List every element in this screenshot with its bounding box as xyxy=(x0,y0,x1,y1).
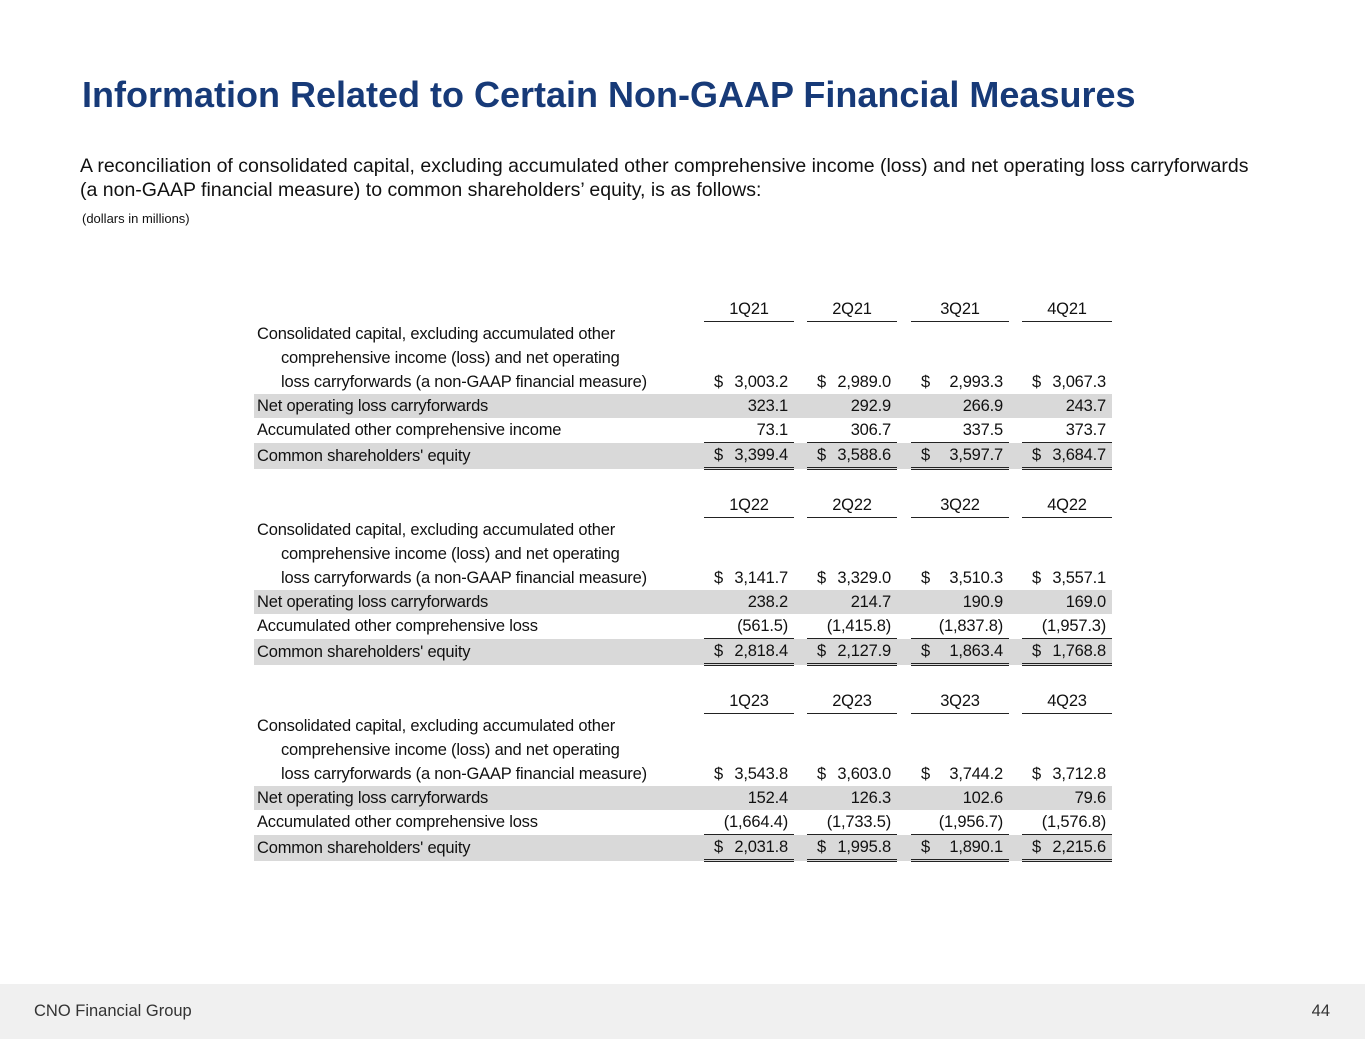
quarter-header: 2Q23 xyxy=(807,689,897,714)
amount: 3,603.0 xyxy=(837,765,891,783)
equity-row xyxy=(254,639,1112,665)
equity-value xyxy=(807,639,897,665)
amount: 1,995.8 xyxy=(837,838,891,856)
quarter-header: 4Q22 xyxy=(1022,493,1112,518)
column-gap xyxy=(1009,590,1022,614)
column-gap xyxy=(1009,493,1022,518)
aoci-row xyxy=(254,418,1112,443)
consolidated-capital-value xyxy=(704,566,794,590)
nol-value xyxy=(704,590,794,614)
column-gap xyxy=(794,689,807,714)
nol-value xyxy=(807,394,897,418)
amount: 323.1 xyxy=(747,397,788,415)
column-gap xyxy=(897,418,911,443)
column-gap xyxy=(1009,786,1022,810)
equity-value xyxy=(1022,835,1112,861)
page-number: 44 xyxy=(1311,1002,1330,1020)
amount: 306.7 xyxy=(850,421,891,439)
amount: 1,890.1 xyxy=(949,838,1003,856)
units-note: (dollars in millions) xyxy=(82,211,190,226)
amount: (561.5) xyxy=(737,617,788,635)
footer-bar xyxy=(0,984,1365,1039)
block-spacer xyxy=(254,469,1112,494)
amount: 73.1 xyxy=(756,421,788,439)
column-gap xyxy=(1009,689,1022,714)
amount: 2,993.3 xyxy=(949,373,1003,391)
row-label: comprehensive income (loss) and net operating xyxy=(281,741,620,759)
column-gap xyxy=(897,297,911,322)
column-gap xyxy=(794,418,807,443)
row-label: Net operating loss carryforwards xyxy=(254,590,704,614)
company-name: CNO Financial Group xyxy=(34,1002,192,1020)
row-label: Consolidated capital, excluding accumulated other xyxy=(257,716,616,735)
column-gap xyxy=(897,689,911,714)
column-gap xyxy=(794,835,807,861)
row-label: loss carryforwards (a non-GAAP financial measure) xyxy=(281,373,647,391)
quarter-header: 2Q22 xyxy=(807,493,897,518)
aoci-value xyxy=(911,614,1009,639)
amount: (1,576.8) xyxy=(1041,813,1106,831)
currency-symbol: $ xyxy=(714,642,723,660)
amount: 3,141.7 xyxy=(734,569,788,587)
amount: 337.5 xyxy=(962,421,1003,439)
column-gap xyxy=(1009,566,1022,590)
row-label: Accumulated other comprehensive income xyxy=(257,421,562,440)
aoci-value xyxy=(704,418,794,443)
column-gap xyxy=(897,762,911,786)
amount: 1,768.8 xyxy=(1052,642,1106,660)
amount: 3,744.2 xyxy=(949,765,1003,783)
currency-symbol: $ xyxy=(714,569,723,587)
consolidated-capital-value xyxy=(807,566,897,590)
nol-row xyxy=(254,394,1112,418)
column-gap xyxy=(1009,443,1022,469)
currency-symbol: $ xyxy=(1032,373,1041,391)
consolidated-capital-value xyxy=(807,762,897,786)
equity-value xyxy=(1022,639,1112,665)
quarter-header-row xyxy=(254,297,1112,322)
aoci-value xyxy=(807,810,897,835)
amount: 190.9 xyxy=(962,593,1003,611)
amount: (1,956.7) xyxy=(938,813,1003,831)
aoci-value xyxy=(1022,614,1112,639)
column-gap xyxy=(1009,762,1022,786)
quarter-header: 1Q21 xyxy=(704,297,794,322)
column-gap xyxy=(897,590,911,614)
amount: 126.3 xyxy=(850,789,891,807)
aoci-value xyxy=(911,810,1009,835)
nol-value xyxy=(911,394,1009,418)
aoci-value xyxy=(807,418,897,443)
amount: 3,510.3 xyxy=(949,569,1003,587)
equity-row xyxy=(254,835,1112,861)
column-gap xyxy=(794,639,807,665)
equity-value xyxy=(807,443,897,469)
column-gap xyxy=(1009,835,1022,861)
consolidated-capital-value xyxy=(911,566,1009,590)
currency-symbol: $ xyxy=(714,373,723,391)
currency-symbol: $ xyxy=(714,446,723,464)
amount: 3,597.7 xyxy=(949,446,1003,464)
amount: 3,329.0 xyxy=(837,569,891,587)
equity-value xyxy=(704,835,794,861)
column-gap xyxy=(897,786,911,810)
table-row xyxy=(254,518,1112,543)
row-label: comprehensive income (loss) and net operating xyxy=(281,545,620,563)
column-gap xyxy=(1009,418,1022,443)
consolidated-capital-row xyxy=(254,566,1112,590)
equity-value xyxy=(911,443,1009,469)
intro-paragraph: A reconciliation of consolidated capital, excluding accumulated other comprehensive income (loss) and net operating loss carryforwards (a non-GAAP financial measure) to common shareholders’ equity, is as follows: xyxy=(80,155,1249,201)
amount: 79.6 xyxy=(1074,789,1106,807)
column-gap xyxy=(1009,614,1022,639)
row-label: loss carryforwards (a non-GAAP financial measure) xyxy=(281,765,647,783)
quarter-header: 3Q21 xyxy=(911,297,1009,322)
row-label: Accumulated other comprehensive loss xyxy=(257,617,538,636)
amount: 2,127.9 xyxy=(837,642,891,660)
nol-value xyxy=(911,590,1009,614)
table-row xyxy=(254,738,1112,762)
column-gap xyxy=(897,394,911,418)
consolidated-capital-value xyxy=(1022,762,1112,786)
equity-value xyxy=(1022,443,1112,469)
amount: 152.4 xyxy=(747,789,788,807)
equity-value xyxy=(807,835,897,861)
amount: 238.2 xyxy=(747,593,788,611)
quarter-header: 2Q21 xyxy=(807,297,897,322)
amount: 3,067.3 xyxy=(1052,373,1106,391)
currency-symbol: $ xyxy=(1032,446,1041,464)
column-gap xyxy=(794,493,807,518)
amount: 3,712.8 xyxy=(1052,765,1106,783)
quarter-header: 1Q22 xyxy=(704,493,794,518)
row-label: Net operating loss carryforwards xyxy=(254,786,704,810)
amount: (1,415.8) xyxy=(826,617,891,635)
aoci-value xyxy=(911,418,1009,443)
consolidated-capital-value xyxy=(704,762,794,786)
equity-value xyxy=(911,639,1009,665)
nol-value xyxy=(704,394,794,418)
column-gap xyxy=(1009,810,1022,835)
row-label: comprehensive income (loss) and net operating xyxy=(281,349,620,367)
currency-symbol: $ xyxy=(1032,765,1041,783)
currency-symbol: $ xyxy=(817,765,826,783)
amount: (1,957.3) xyxy=(1041,617,1106,635)
equity-value xyxy=(704,443,794,469)
quarter-header: 3Q23 xyxy=(911,689,1009,714)
table-row xyxy=(254,322,1112,347)
column-gap xyxy=(897,443,911,469)
row-label: Net operating loss carryforwards xyxy=(254,394,704,418)
column-gap xyxy=(794,370,807,394)
aoci-value xyxy=(704,614,794,639)
quarter-header-row xyxy=(254,493,1112,518)
amount: 3,543.8 xyxy=(734,765,788,783)
column-gap xyxy=(897,835,911,861)
consolidated-capital-value xyxy=(704,370,794,394)
amount: 1,863.4 xyxy=(949,642,1003,660)
consolidated-capital-row xyxy=(254,370,1112,394)
aoci-value xyxy=(807,614,897,639)
aoci-row xyxy=(254,810,1112,835)
amount: 266.9 xyxy=(962,397,1003,415)
amount: 3,588.6 xyxy=(837,446,891,464)
column-gap xyxy=(794,614,807,639)
nol-row xyxy=(254,786,1112,810)
equity-value xyxy=(911,835,1009,861)
amount: (1,837.8) xyxy=(938,617,1003,635)
aoci-value xyxy=(1022,418,1112,443)
row-label: Accumulated other comprehensive loss xyxy=(257,813,538,832)
amount: 292.9 xyxy=(850,397,891,415)
table-row xyxy=(254,346,1112,370)
column-gap xyxy=(1009,297,1022,322)
column-gap xyxy=(1009,370,1022,394)
equity-value xyxy=(704,639,794,665)
column-gap xyxy=(897,614,911,639)
amount: 169.0 xyxy=(1065,593,1106,611)
consolidated-capital-row xyxy=(254,762,1112,786)
consolidated-capital-value xyxy=(1022,370,1112,394)
nol-value xyxy=(1022,394,1112,418)
currency-symbol: $ xyxy=(921,838,930,856)
column-gap xyxy=(897,810,911,835)
nol-value xyxy=(1022,786,1112,810)
consolidated-capital-value xyxy=(807,370,897,394)
aoci-value xyxy=(704,810,794,835)
nol-value xyxy=(807,590,897,614)
amount: (1,733.5) xyxy=(826,813,891,831)
currency-symbol: $ xyxy=(1032,838,1041,856)
column-gap xyxy=(794,566,807,590)
currency-symbol: $ xyxy=(817,642,826,660)
nol-row xyxy=(254,590,1112,614)
amount: 3,003.2 xyxy=(734,373,788,391)
quarter-header: 4Q23 xyxy=(1022,689,1112,714)
amount: (1,664.4) xyxy=(723,813,788,831)
column-gap xyxy=(794,443,807,469)
currency-symbol: $ xyxy=(921,446,930,464)
currency-symbol: $ xyxy=(921,765,930,783)
currency-symbol: $ xyxy=(921,642,930,660)
table-row xyxy=(254,542,1112,566)
amount: 3,557.1 xyxy=(1052,569,1106,587)
amount: 3,684.7 xyxy=(1052,446,1106,464)
row-label: Common shareholders' equity xyxy=(254,443,704,469)
row-label: Consolidated capital, excluding accumulated other xyxy=(257,520,616,539)
consolidated-capital-value xyxy=(911,370,1009,394)
nol-value xyxy=(807,786,897,810)
column-gap xyxy=(794,810,807,835)
row-label: Consolidated capital, excluding accumulated other xyxy=(257,324,616,343)
amount: 2,031.8 xyxy=(734,838,788,856)
amount: 3,399.4 xyxy=(734,446,788,464)
quarter-header-row xyxy=(254,689,1112,714)
amount: 243.7 xyxy=(1065,397,1106,415)
column-gap xyxy=(1009,394,1022,418)
currency-symbol: $ xyxy=(1032,569,1041,587)
currency-symbol: $ xyxy=(714,838,723,856)
column-gap xyxy=(794,394,807,418)
currency-symbol: $ xyxy=(921,569,930,587)
reconciliation-table xyxy=(254,297,1112,862)
currency-symbol: $ xyxy=(817,373,826,391)
quarter-header: 4Q21 xyxy=(1022,297,1112,322)
currency-symbol: $ xyxy=(817,569,826,587)
nol-value xyxy=(704,786,794,810)
currency-symbol: $ xyxy=(921,373,930,391)
column-gap xyxy=(897,370,911,394)
amount: 373.7 xyxy=(1065,421,1106,439)
row-label: Common shareholders' equity xyxy=(254,639,704,665)
currency-symbol: $ xyxy=(817,838,826,856)
amount: 2,818.4 xyxy=(734,642,788,660)
block-spacer xyxy=(254,665,1112,690)
column-gap xyxy=(897,566,911,590)
amount: 2,215.6 xyxy=(1052,838,1106,856)
currency-symbol: $ xyxy=(1032,642,1041,660)
column-gap xyxy=(794,786,807,810)
quarter-header: 3Q22 xyxy=(911,493,1009,518)
column-gap xyxy=(1009,639,1022,665)
page-title: Information Related to Certain Non-GAAP Financial Measures xyxy=(82,74,1136,115)
column-gap xyxy=(897,493,911,518)
column-gap xyxy=(794,590,807,614)
column-gap xyxy=(897,639,911,665)
column-gap xyxy=(794,762,807,786)
amount: 214.7 xyxy=(850,593,891,611)
consolidated-capital-value xyxy=(911,762,1009,786)
nol-value xyxy=(1022,590,1112,614)
currency-symbol: $ xyxy=(714,765,723,783)
row-label: Common shareholders' equity xyxy=(254,835,704,861)
equity-row xyxy=(254,443,1112,469)
amount: 102.6 xyxy=(962,789,1003,807)
quarter-header: 1Q23 xyxy=(704,689,794,714)
consolidated-capital-value xyxy=(1022,566,1112,590)
row-label: loss carryforwards (a non-GAAP financial measure) xyxy=(281,569,647,587)
table-row xyxy=(254,714,1112,739)
aoci-row xyxy=(254,614,1112,639)
nol-value xyxy=(911,786,1009,810)
aoci-value xyxy=(1022,810,1112,835)
amount: 2,989.0 xyxy=(837,373,891,391)
column-gap xyxy=(794,297,807,322)
currency-symbol: $ xyxy=(817,446,826,464)
